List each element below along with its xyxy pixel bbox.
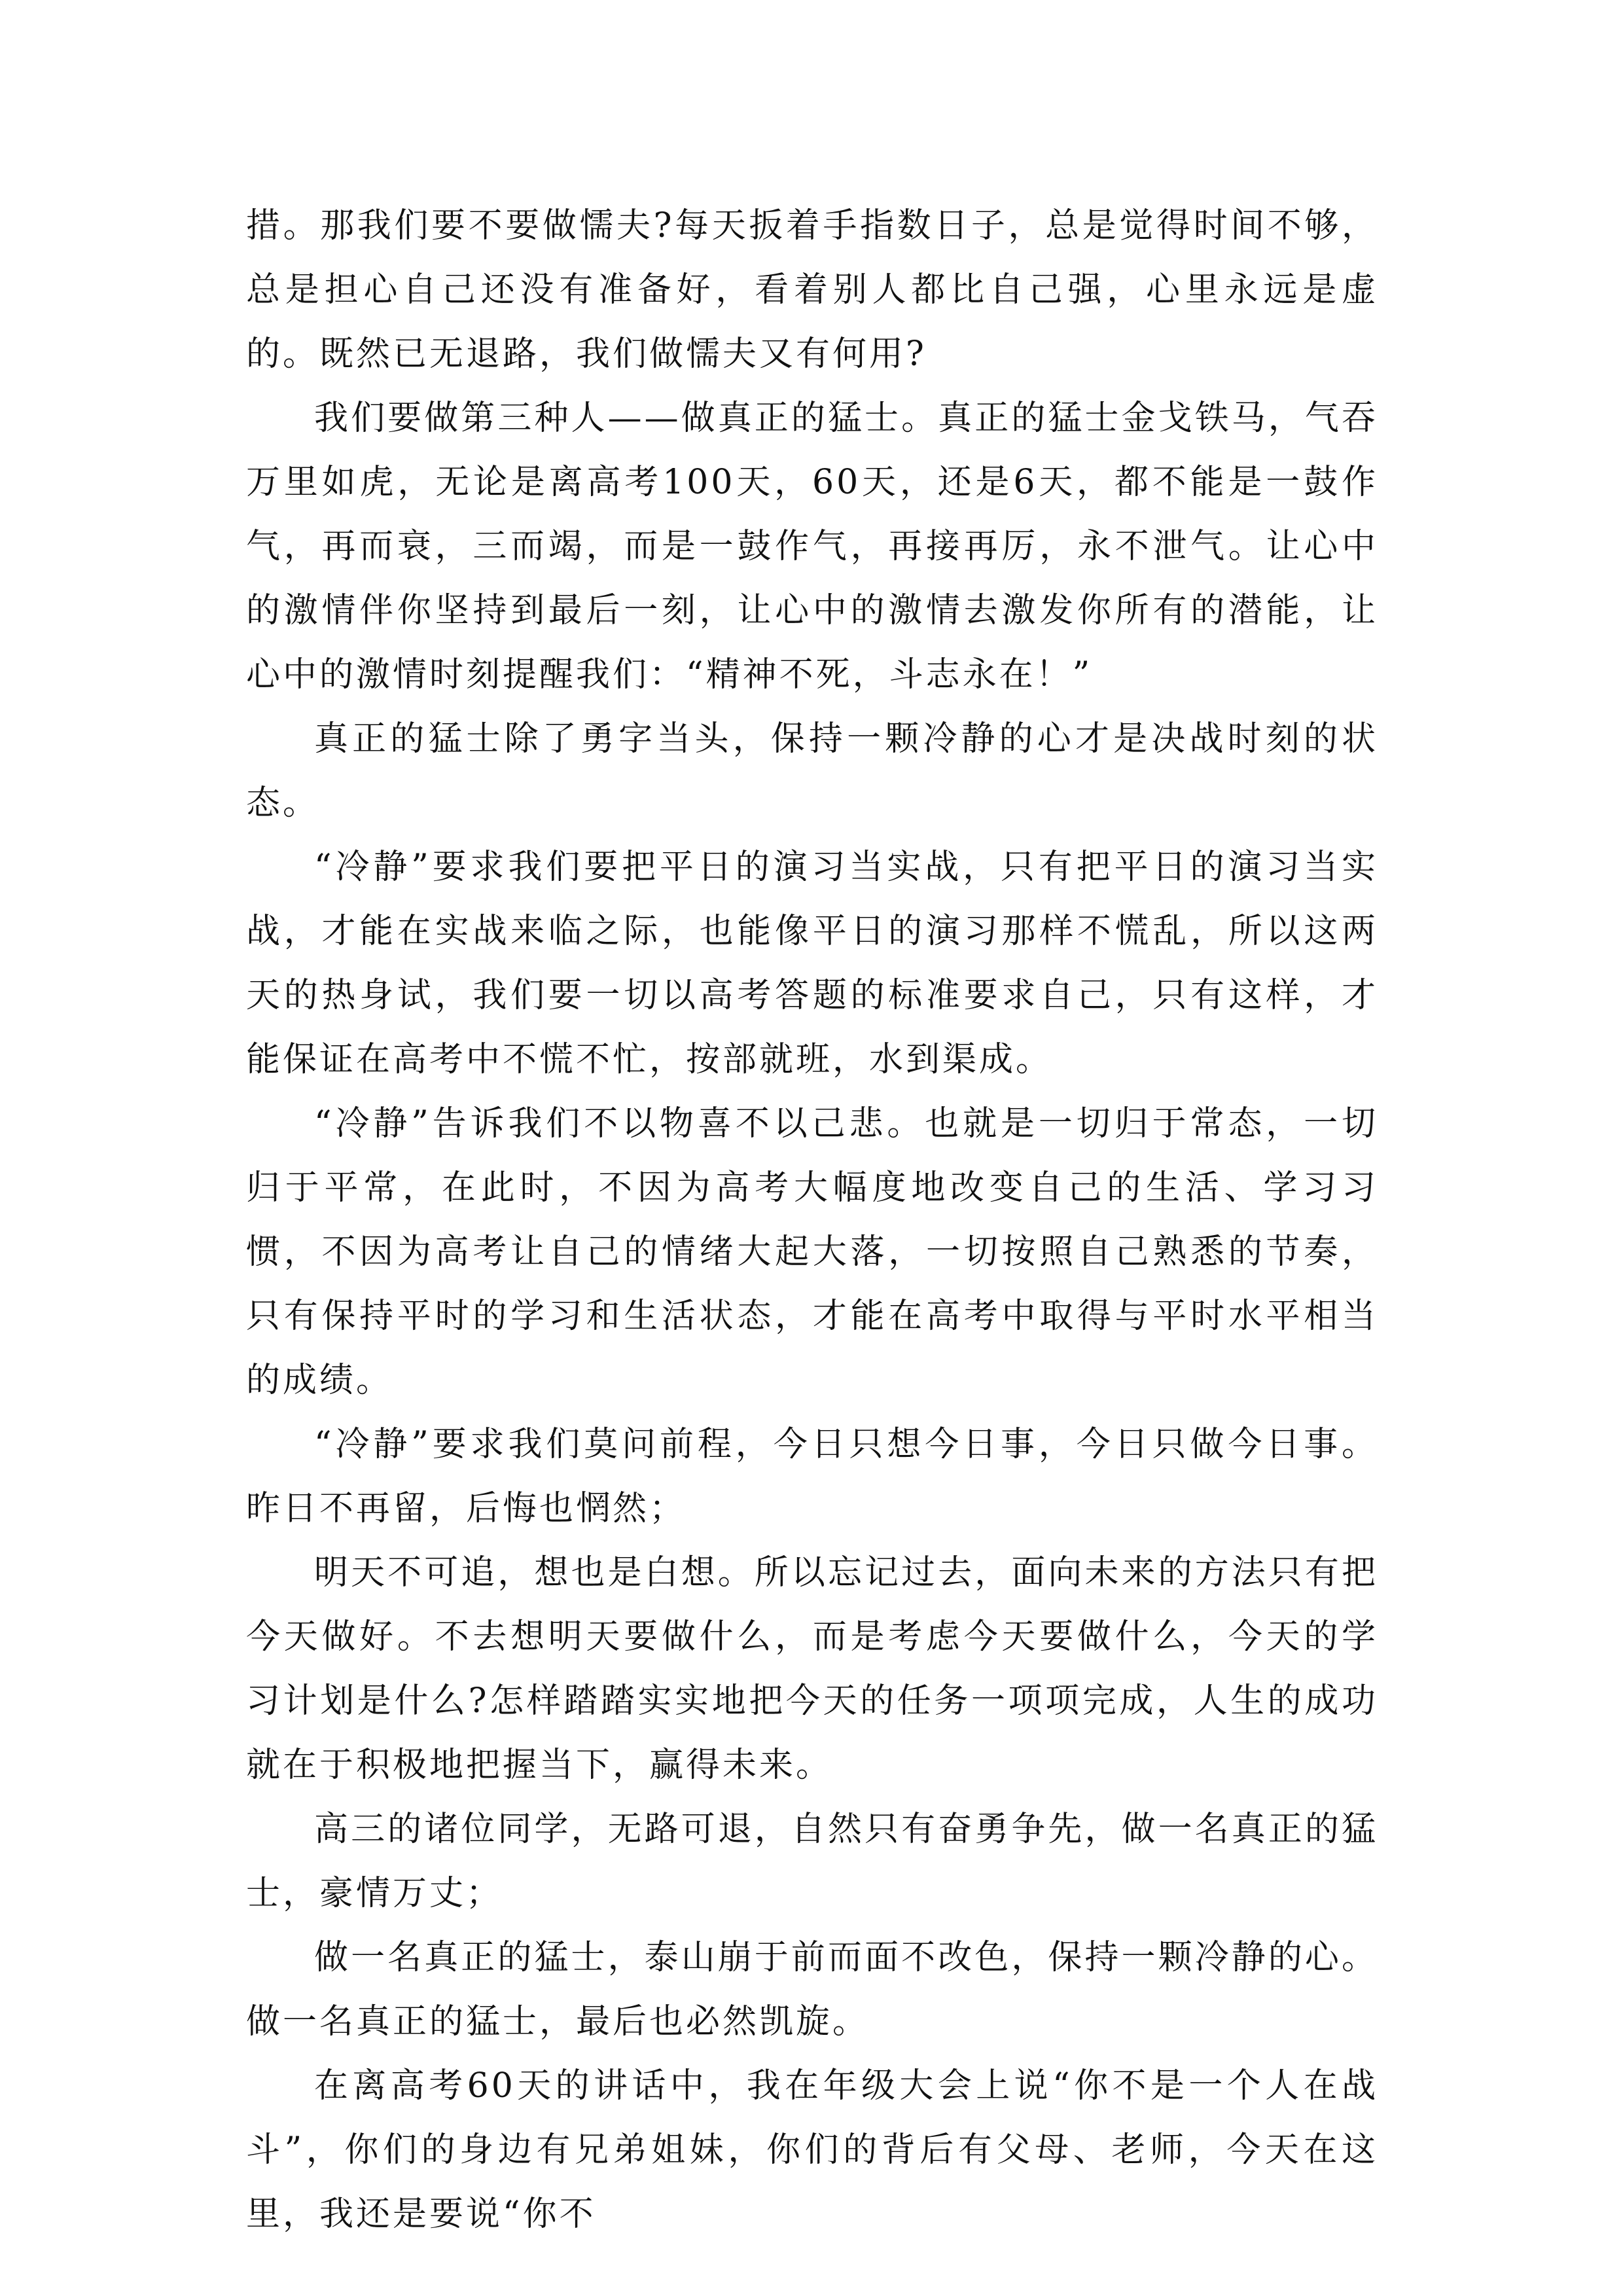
paragraph: 真正的猛士除了勇字当头，保持一颗冷静的心才是决战时刻的状态。 <box>246 719 1378 823</box>
paragraph: “冷静”要求我们要把平日的演习当实战，只有把平日的演习当实战，才能在实战来临之际，也能像平日的演习那样不慌乱，所以这两天的热身试，我们要一切以高考答题的标准要求自己，只有这样，才能保证在高考中不慌不忙，按部就班，水到渠成。 <box>246 848 1378 1079</box>
paragraph: 明天不可追，想也是白想。所以忘记过去，面向未来的方法只有把今天做好。不去想明天要做什么，而是考虑今天要做什么，今天的学习计划是什么?怎样踏踏实实地把今天的任务一项项完成，人生的成功就在于积极地把握当下，赢得未来。 <box>246 1553 1378 1785</box>
paragraph: “冷静”要求我们莫问前程，今日只想今日事，今日只做今日事。昨日不再留，后悔也惘然； <box>246 1425 1378 1528</box>
paragraph: 在离高考60天的讲话中，我在年级大会上说“你不是一个人在战斗”，你们的身边有兄弟姐妹，你们的背后有父母、老师，今天在这里，我还是要说“你不 <box>246 2066 1378 2234</box>
paragraph: “冷静”告诉我们不以物喜不以己悲。也就是一切归于常态，一切归于平常，在此时，不因为高考大幅度地改变自己的生活、学习习惯，不因为高考让自己的情绪大起大落，一切按照自己熟悉的节奏，只有保持平时的学习和生活状态，才能在高考中取得与平时水平相当的成绩。 <box>246 1104 1378 1400</box>
paragraph: 高三的诸位同学，无路可退，自然只有奋勇争先，做一名真正的猛士，豪情万丈； <box>246 1810 1378 1913</box>
speech-text <box>246 194 1378 2246</box>
paragraph-continued: 措。那我们要不要做懦夫?每天扳着手指数日子，总是觉得时间不够，总是担心自己还没有准备好，看着别人都比自己强，心里永远是虚的。既然已无退路，我们做懦夫又有何用? <box>246 206 1378 374</box>
paragraph: 做一名真正的猛士，泰山崩于前而面不改色，保持一颗冷静的心。做一名真正的猛士，最后也必然凯旋。 <box>246 1938 1378 2041</box>
paragraph: 我们要做第三种人——做真正的猛士。真正的猛士金戈铁马，气吞万里如虎，无论是离高考100天，60天，还是6天，都不能是一鼓作气，再而衰，三而竭，而是一鼓作气，再接再厉，永不泄气。让心中的激情伴你坚持到最后一刻，让心中的激情去激发你所有的潜能，让心中的激情时刻提醒我们：“精神不死，斗志永在！” <box>246 399 1378 694</box>
